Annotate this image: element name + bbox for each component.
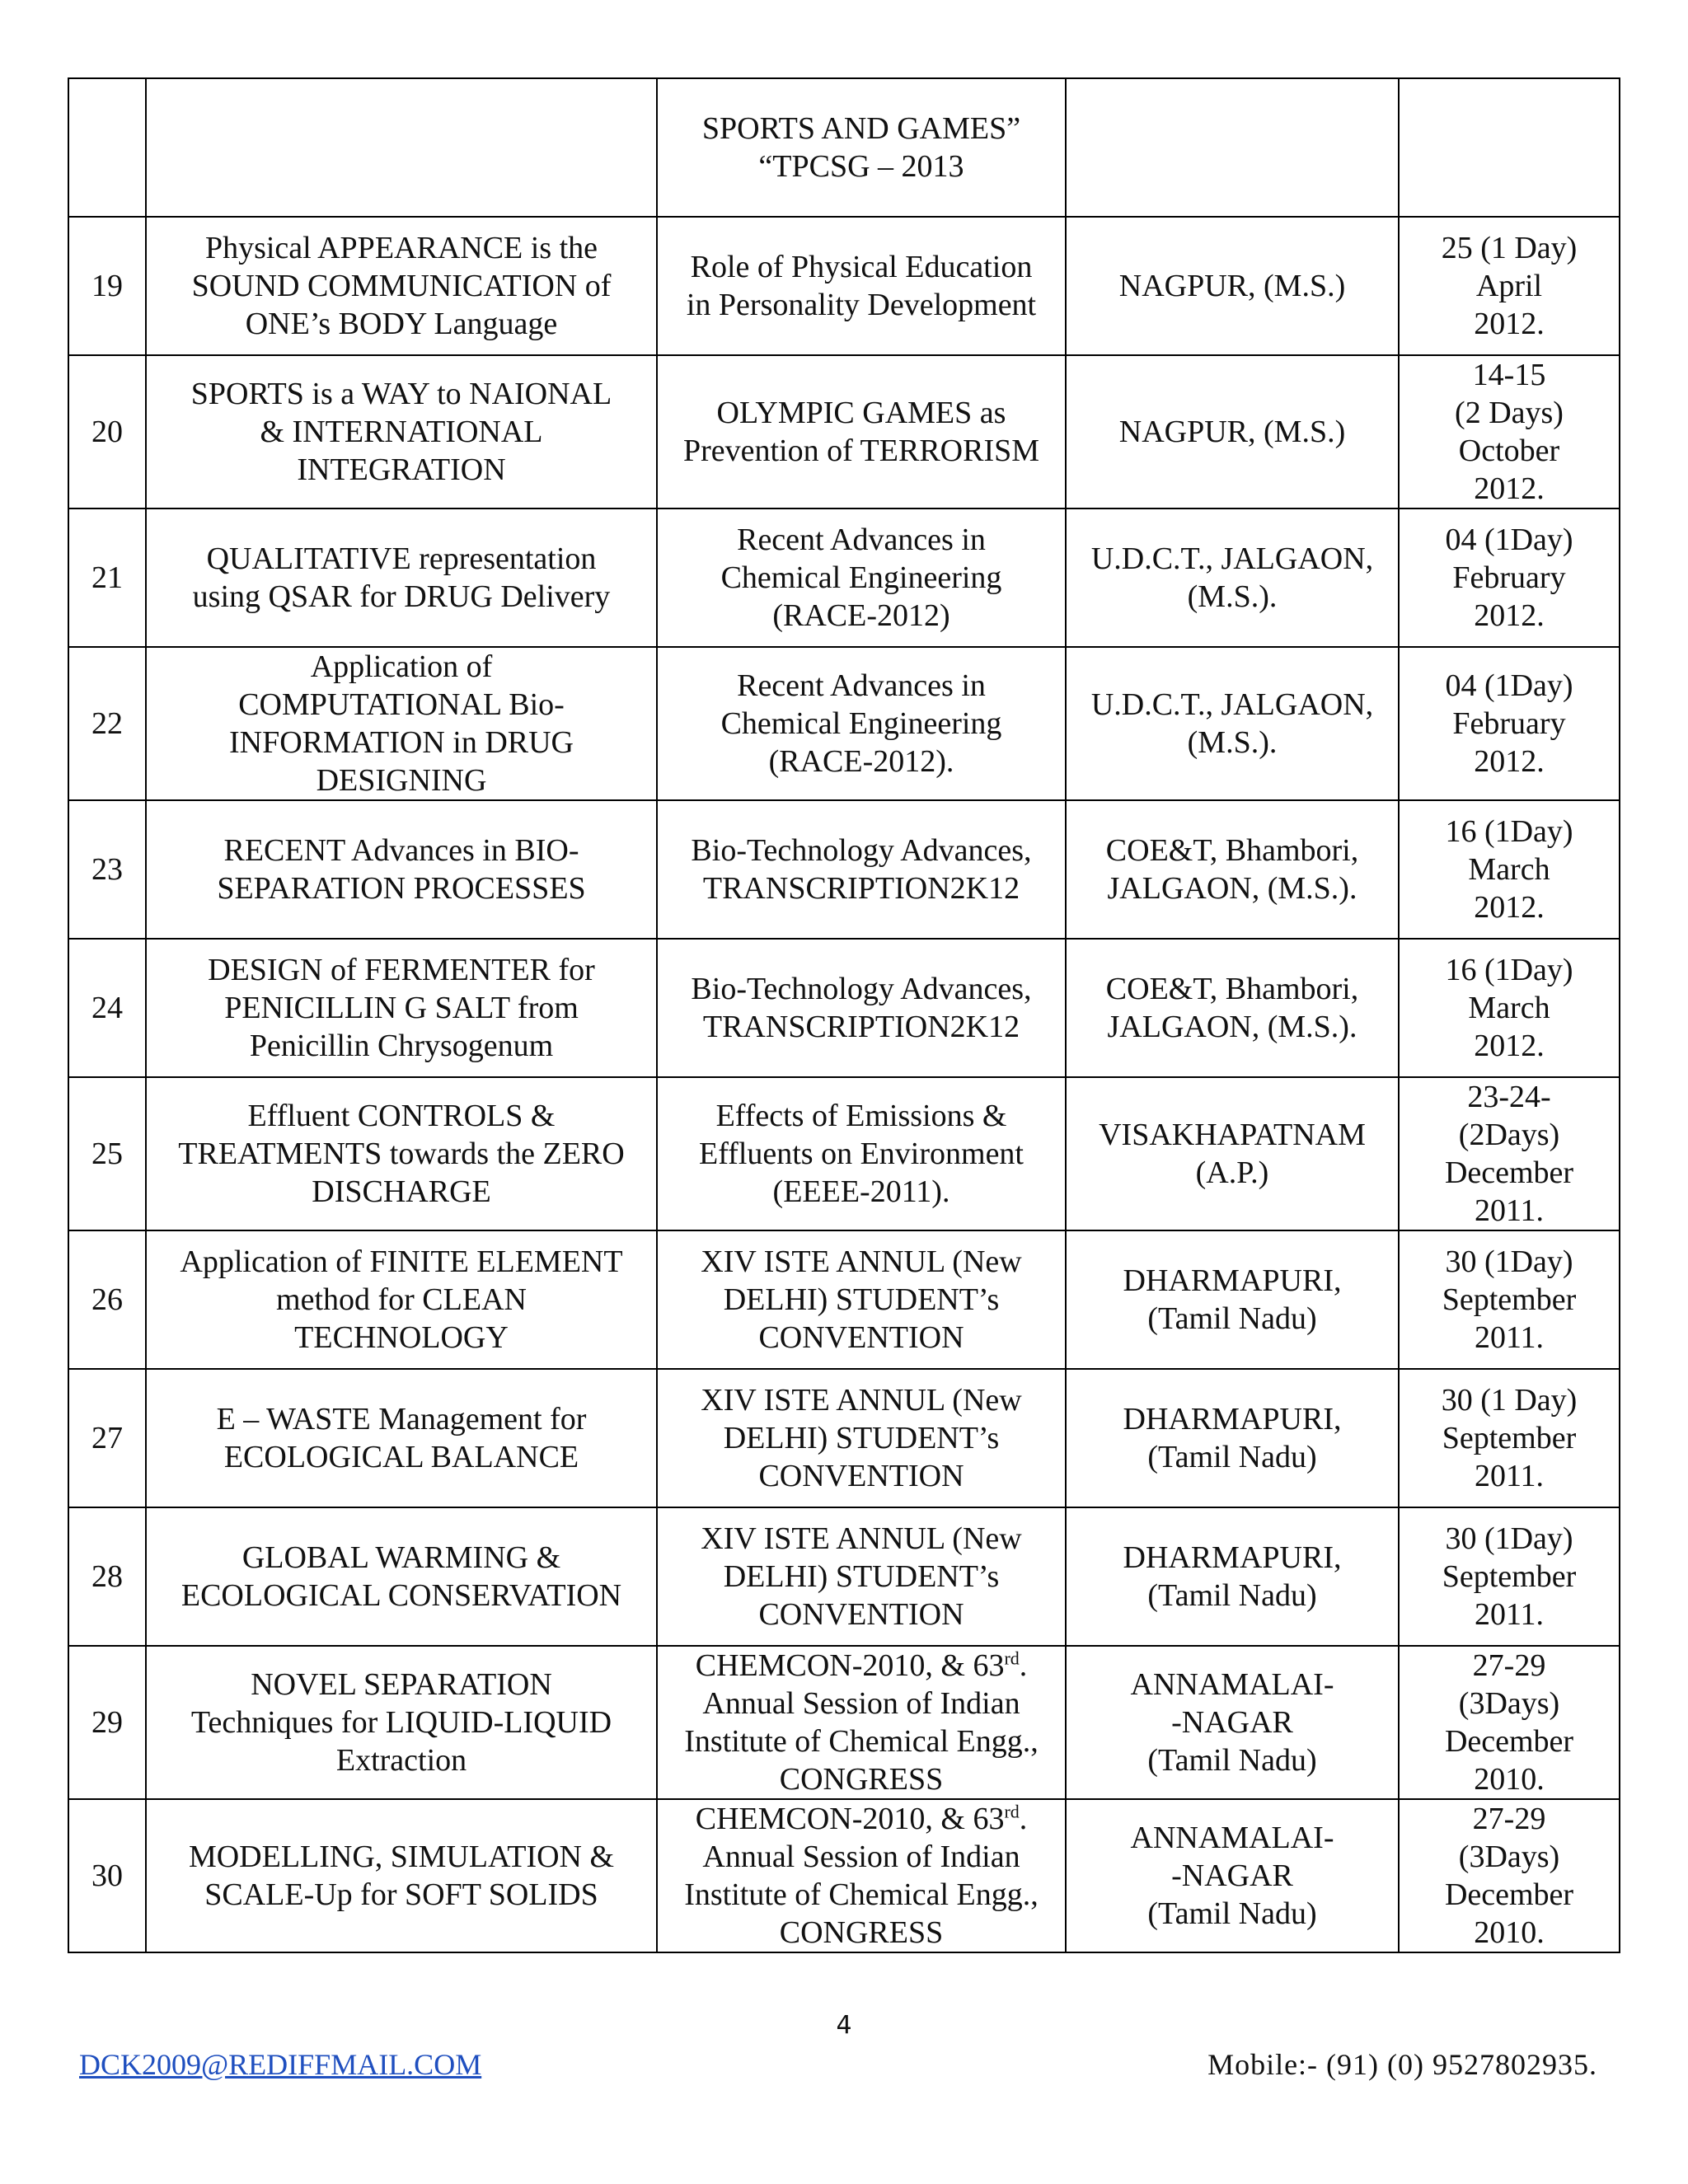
cell-paper-title-line: DESIGNING <box>316 763 487 798</box>
cell-event-line: (EEEE-2011). <box>772 1174 950 1209</box>
cell-paper-title-line: COMPUTATIONAL Bio- <box>238 687 565 722</box>
cell-paper-title-line: Application of FINITE ELEMENT <box>180 1244 623 1279</box>
table-row <box>68 509 1620 647</box>
cell-venue <box>1066 647 1399 800</box>
cell-date <box>1399 1077 1620 1230</box>
cell-date-line: 2012. <box>1474 744 1545 779</box>
cell-paper-title <box>146 939 657 1077</box>
mobile-number: Mobile:- (91) (0) 9527802935. <box>1207 2048 1597 2081</box>
cell-venue-line: ANNAMALAI- <box>1130 1667 1334 1702</box>
cell-event-line: Role of Physical Education <box>690 250 1033 284</box>
cell-date-line: 16 (1Day) <box>1445 814 1573 849</box>
cell-number: 23 <box>68 800 146 939</box>
cell-venue-line: (M.S.). <box>1187 725 1278 760</box>
cell-event-line: DELHI) STUDENT’s <box>723 1421 1000 1455</box>
cell-date-line: December <box>1444 1877 1574 1912</box>
cell-date-line: February <box>1452 560 1566 595</box>
cell-venue <box>1066 1369 1399 1507</box>
table-row <box>68 1507 1620 1646</box>
cell-number: 30 <box>68 1799 146 1952</box>
cell-date-line: September <box>1442 1282 1577 1317</box>
cell-event-line: Effluents on Environment <box>698 1137 1024 1171</box>
table-row <box>68 1230 1620 1369</box>
cell-number: 19 <box>68 217 146 355</box>
cell-venue <box>1066 1646 1399 1799</box>
cell-event-line: CHEMCON-2010, & 63rd. <box>695 1801 1028 1836</box>
cell-venue-line: COE&T, Bhambori, <box>1105 972 1359 1006</box>
cell-event-line: Institute of Chemical Engg., <box>684 1724 1039 1759</box>
cell-event <box>657 1799 1066 1952</box>
cell-date-line: 16 (1Day) <box>1445 953 1573 987</box>
cell-event-line: Recent Advances in <box>737 668 986 703</box>
cell-number: 20 <box>68 355 146 509</box>
table-row <box>68 78 1620 217</box>
cell-date-line: (2Days) <box>1458 1118 1560 1152</box>
cell-event-line: Chemical Engineering <box>720 560 1002 595</box>
cell-venue-line: U.D.C.T., JALGAON, <box>1090 687 1374 722</box>
cell-date-line: March <box>1468 852 1550 887</box>
cell-event <box>657 1369 1066 1507</box>
table-row <box>68 1369 1620 1507</box>
cell-venue <box>1066 78 1399 217</box>
cell-event <box>657 78 1066 217</box>
cell-event-line: CHEMCON-2010, & 63rd. <box>695 1647 1028 1683</box>
cell-date-line: 04 (1Day) <box>1445 523 1573 557</box>
cell-paper-title-line: Physical APPEARANCE is the <box>204 231 598 265</box>
table-row <box>68 939 1620 1077</box>
cell-venue-line: JALGAON, (M.S.). <box>1107 871 1357 906</box>
cell-paper-title-line: DESIGN of FERMENTER for <box>208 953 595 987</box>
cell-number: 21 <box>68 509 146 647</box>
cell-date <box>1399 509 1620 647</box>
cell-date-line: 04 (1Day) <box>1445 668 1573 703</box>
table-row <box>68 355 1620 509</box>
cell-event-line: CONVENTION <box>758 1597 964 1632</box>
cell-date <box>1399 800 1620 939</box>
cell-event-line: OLYMPIC GAMES as <box>716 396 1006 430</box>
cell-paper-title <box>146 1369 657 1507</box>
cell-event <box>657 1077 1066 1230</box>
cell-date-line: (3Days) <box>1458 1686 1560 1721</box>
cell-date-line: February <box>1452 706 1566 741</box>
cell-paper-title-line: PENICILLIN G SALT from <box>224 991 579 1025</box>
cell-number: 29 <box>68 1646 146 1799</box>
cell-event-line: CONVENTION <box>758 1459 964 1493</box>
cell-paper-title-line: INTEGRATION <box>297 452 506 487</box>
cell-venue-line: (Tamil Nadu) <box>1147 1440 1317 1474</box>
cell-date <box>1399 217 1620 355</box>
cell-date-line: 27-29 <box>1472 1648 1546 1683</box>
table-row <box>68 647 1620 800</box>
cell-date <box>1399 1507 1620 1646</box>
cell-paper-title <box>146 217 657 355</box>
cell-date-line: 23-24- <box>1467 1080 1551 1114</box>
table-row <box>68 217 1620 355</box>
seminar-table <box>68 77 1620 1953</box>
cell-date-line: 2011. <box>1474 1193 1545 1228</box>
cell-paper-title-line: GLOBAL WARMING & <box>241 1540 561 1575</box>
cell-venue-line: DHARMAPURI, <box>1123 1540 1342 1575</box>
cell-paper-title-line: TREATMENTS towards the ZERO <box>178 1137 625 1171</box>
cell-date <box>1399 647 1620 800</box>
cell-paper-title-line: INFORMATION in DRUG <box>228 725 574 760</box>
cell-venue <box>1066 1507 1399 1646</box>
cell-event-line: Annual Session of Indian <box>702 1686 1020 1721</box>
cell-event-line: Annual Session of Indian <box>702 1840 1020 1874</box>
cell-paper-title-line: Application of <box>310 649 493 684</box>
cell-event <box>657 1507 1066 1646</box>
cell-event-line: XIV ISTE ANNUL (New <box>701 1383 1022 1418</box>
cell-date-line: October <box>1458 434 1560 468</box>
cell-venue-line: (Tamil Nadu) <box>1147 1743 1317 1778</box>
cell-date-line: (3Days) <box>1458 1840 1560 1874</box>
cell-date-line: 2012. <box>1474 890 1545 925</box>
cell-event-line: DELHI) STUDENT’s <box>723 1282 1000 1317</box>
cell-venue-line: VISAKHAPATNAM <box>1099 1118 1366 1152</box>
cell-number: 27 <box>68 1369 146 1507</box>
cell-event-line: (RACE-2012). <box>768 744 954 779</box>
cell-event <box>657 800 1066 939</box>
email-link[interactable]: DCK2009@REDIFFMAIL.COM <box>79 2048 482 2081</box>
cell-paper-title-line: Techniques for LIQUID-LIQUID <box>190 1705 612 1740</box>
cell-date-line: March <box>1468 991 1550 1025</box>
cell-venue <box>1066 939 1399 1077</box>
cell-venue-line: COE&T, Bhambori, <box>1105 833 1359 868</box>
cell-paper-title-line: Penicillin Chrysogenum <box>249 1029 554 1063</box>
cell-date-line: 2012. <box>1474 598 1545 633</box>
table-body <box>68 78 1620 1952</box>
cell-paper-title <box>146 78 657 217</box>
table-row <box>68 1799 1620 1952</box>
cell-event <box>657 509 1066 647</box>
cell-paper-title-line: E – WASTE Management for <box>216 1402 587 1436</box>
cell-paper-title-line: MODELLING, SIMULATION & <box>188 1840 615 1874</box>
cell-event-line: Recent Advances in <box>737 523 986 557</box>
cell-event-line: Bio-Technology Advances, <box>691 972 1032 1006</box>
cell-date <box>1399 1799 1620 1952</box>
cell-paper-title-line: Effluent CONTROLS & <box>247 1099 556 1133</box>
cell-paper-title <box>146 800 657 939</box>
cell-event-line: SPORTS AND GAMES” <box>701 111 1021 146</box>
cell-event-line: XIV ISTE ANNUL (New <box>701 1521 1022 1556</box>
cell-venue <box>1066 1077 1399 1230</box>
cell-paper-title-line: SPORTS is a WAY to NAIONAL <box>190 377 612 411</box>
cell-event-line: CONGRESS <box>779 1762 944 1797</box>
cell-paper-title-line: ECOLOGICAL BALANCE <box>223 1440 579 1474</box>
cell-date-line: 2012. <box>1474 1029 1545 1063</box>
cell-date-line: 2011. <box>1474 1320 1545 1355</box>
cell-paper-title-line: QUALITATIVE representation <box>206 541 597 576</box>
cell-date-line: 30 (1 Day) <box>1441 1383 1578 1418</box>
cell-paper-title-line: RECENT Advances in BIO- <box>223 833 579 868</box>
cell-event-line: DELHI) STUDENT’s <box>723 1559 1000 1594</box>
cell-venue-line: JALGAON, (M.S.). <box>1107 1010 1357 1044</box>
cell-event-line: (RACE-2012) <box>772 598 950 633</box>
cell-event-line: XIV ISTE ANNUL (New <box>701 1244 1022 1279</box>
cell-date <box>1399 355 1620 509</box>
cell-paper-title <box>146 355 657 509</box>
cell-date-line: 14-15 <box>1472 358 1546 392</box>
cell-date-line: 30 (1Day) <box>1445 1244 1573 1279</box>
cell-venue-line: -NAGAR <box>1171 1705 1293 1740</box>
cell-date-line: September <box>1442 1559 1577 1594</box>
cell-paper-title-line: ONE’s BODY Language <box>245 307 558 341</box>
cell-venue-line: NAGPUR, (M.S.) <box>1118 415 1346 449</box>
cell-event-line: TRANSCRIPTION2K12 <box>702 1010 1020 1044</box>
cell-number: 25 <box>68 1077 146 1230</box>
superscript: rd <box>1004 1647 1020 1669</box>
cell-venue-line: (Tamil Nadu) <box>1147 1301 1317 1336</box>
table-row <box>68 800 1620 939</box>
cell-date-line: September <box>1442 1421 1577 1455</box>
cell-venue-line: U.D.C.T., JALGAON, <box>1090 541 1374 576</box>
cell-paper-title-line: SEPARATION PROCESSES <box>217 871 586 906</box>
cell-venue <box>1066 355 1399 509</box>
cell-venue-line: DHARMAPURI, <box>1123 1402 1342 1436</box>
table-row <box>68 1646 1620 1799</box>
cell-date-line: December <box>1444 1155 1574 1190</box>
cell-event-line: “TPCSG – 2013 <box>758 149 964 184</box>
cell-venue <box>1066 800 1399 939</box>
cell-paper-title <box>146 1230 657 1369</box>
cell-venue-line: DHARMAPURI, <box>1123 1263 1342 1298</box>
cell-date-line: 27-29 <box>1472 1802 1546 1836</box>
cell-date-line: April <box>1475 269 1543 303</box>
cell-paper-title-line: DISCHARGE <box>312 1174 491 1209</box>
cell-event-line: CONVENTION <box>758 1320 964 1355</box>
cell-date-line: 2011. <box>1474 1459 1545 1493</box>
cell-paper-title <box>146 1799 657 1952</box>
cell-event-line: Institute of Chemical Engg., <box>684 1877 1039 1912</box>
cell-event-line: Prevention of TERRORISM <box>682 434 1040 468</box>
cell-event-line: Chemical Engineering <box>720 706 1002 741</box>
cell-date-line: 2010. <box>1474 1915 1545 1950</box>
cell-paper-title <box>146 1646 657 1799</box>
cell-date-line: (2 Days) <box>1455 396 1564 430</box>
cell-venue-line: -NAGAR <box>1171 1858 1293 1893</box>
cell-event <box>657 647 1066 800</box>
page-number: 4 <box>836 2011 852 2040</box>
cell-date <box>1399 939 1620 1077</box>
cell-paper-title-line: NOVEL SEPARATION <box>251 1667 552 1702</box>
cell-event-line: TRANSCRIPTION2K12 <box>702 871 1020 906</box>
cell-event-line: in Personality Development <box>686 288 1037 322</box>
cell-venue-line: ANNAMALAI- <box>1130 1821 1334 1855</box>
cell-date-line: 25 (1 Day) <box>1441 231 1578 265</box>
cell-venue <box>1066 217 1399 355</box>
cell-venue-line: (M.S.). <box>1187 579 1278 614</box>
cell-number: 28 <box>68 1507 146 1646</box>
cell-venue-line: NAGPUR, (M.S.) <box>1118 269 1346 303</box>
cell-paper-title-line: using QSAR for DRUG Delivery <box>192 579 611 614</box>
cell-number: 22 <box>68 647 146 800</box>
cell-paper-title <box>146 647 657 800</box>
cell-paper-title <box>146 509 657 647</box>
cell-event-line: CONGRESS <box>779 1915 944 1950</box>
cell-paper-title <box>146 1077 657 1230</box>
cell-paper-title-line: & INTERNATIONAL <box>260 415 543 449</box>
cell-paper-title <box>146 1507 657 1646</box>
cell-date-line: December <box>1444 1724 1574 1759</box>
cell-venue <box>1066 1799 1399 1952</box>
cell-date <box>1399 1646 1620 1799</box>
cell-number: 24 <box>68 939 146 1077</box>
cell-date-line: 30 (1Day) <box>1445 1521 1573 1556</box>
cell-date-line: 2012. <box>1474 471 1545 506</box>
cell-event-line: Effects of Emissions & <box>715 1099 1007 1133</box>
cell-paper-title-line: SOUND COMMUNICATION of <box>191 269 612 303</box>
cell-event <box>657 1230 1066 1369</box>
cell-event <box>657 1646 1066 1799</box>
cell-venue <box>1066 1230 1399 1369</box>
table-row <box>68 1077 1620 1230</box>
cell-paper-title-line: ECOLOGICAL CONSERVATION <box>181 1578 622 1613</box>
cell-date <box>1399 78 1620 217</box>
cell-event <box>657 355 1066 509</box>
cell-date-line: 2010. <box>1474 1762 1545 1797</box>
cell-date <box>1399 1369 1620 1507</box>
cell-event <box>657 217 1066 355</box>
cell-paper-title-line: method for CLEAN <box>276 1282 527 1317</box>
cell-paper-title-line: TECHNOLOGY <box>294 1320 509 1355</box>
superscript: rd <box>1004 1801 1020 1822</box>
cell-event <box>657 939 1066 1077</box>
cell-date <box>1399 1230 1620 1369</box>
cell-venue <box>1066 509 1399 647</box>
cell-paper-title-line: Extraction <box>335 1743 467 1778</box>
cell-venue-line: (Tamil Nadu) <box>1147 1578 1317 1613</box>
cell-venue-line: (A.P.) <box>1195 1155 1269 1190</box>
cell-event-line: Bio-Technology Advances, <box>691 833 1032 868</box>
cell-date-line: 2012. <box>1474 307 1545 341</box>
cell-venue-line: (Tamil Nadu) <box>1147 1896 1317 1931</box>
cell-number: 26 <box>68 1230 146 1369</box>
cell-date-line: 2011. <box>1474 1597 1545 1632</box>
cell-number <box>68 78 146 217</box>
cell-paper-title-line: SCALE-Up for SOFT SOLIDS <box>204 1877 598 1912</box>
